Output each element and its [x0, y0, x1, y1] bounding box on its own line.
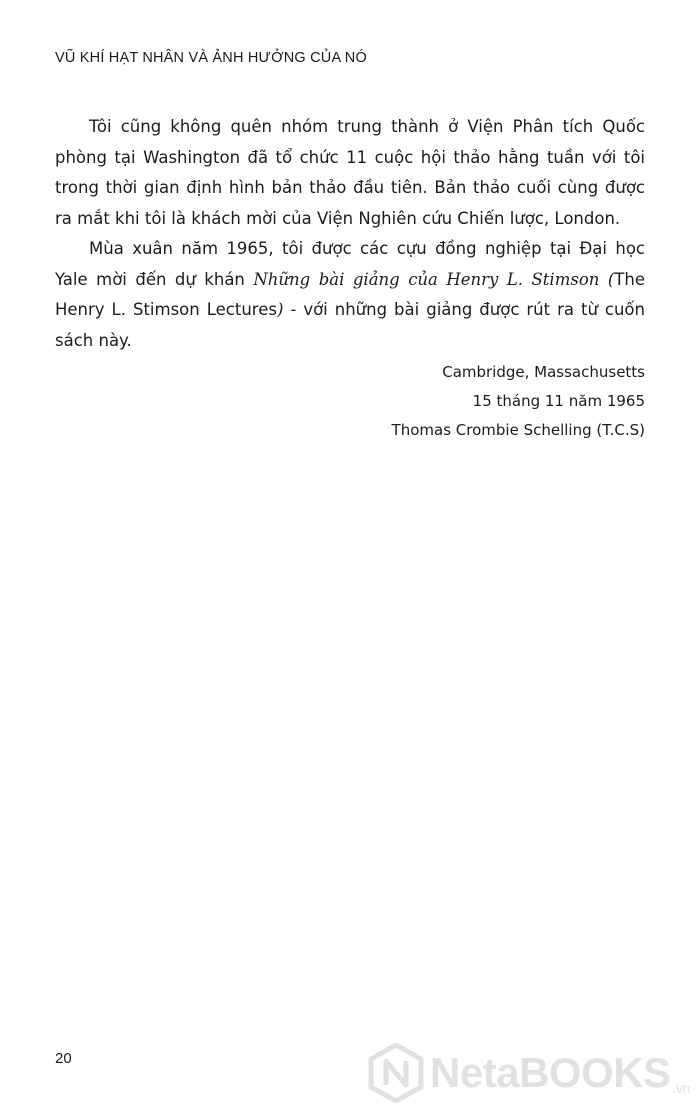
watermark-suffix: .vn: [672, 1080, 690, 1096]
watermark: [368, 1043, 690, 1103]
lecture-title-english: The Henry L. Stimson Lectures: [55, 269, 645, 319]
page-number: 20: [55, 1050, 72, 1067]
signature-author: Thomas Crombie Schelling (T.C.S): [391, 421, 645, 439]
body-text: [55, 112, 645, 356]
paragraph-2-text-b: - với những bài giảng được rút ra từ cuốn sách này.: [55, 300, 645, 350]
lecture-title-italic: Những bài giảng của Henry L. Stimson (: [253, 269, 615, 289]
paragraph-stimson-lectures: [55, 234, 645, 356]
running-head-title: VŨ KHÍ HẠT NHÂN VÀ ẢNH HƯỞNG CỦA NÓ: [55, 50, 367, 66]
watermark-brand: [430, 1049, 690, 1097]
neta-logo-icon: [368, 1043, 424, 1103]
signature-block: [392, 358, 645, 445]
lecture-title-italic-close: ): [276, 300, 284, 319]
paragraph-2-text-a: Mùa xuân năm 1965, tôi được các cựu đồng nghiệp tại Đại học Yale mời đến dự khán: [55, 239, 645, 289]
signature-place: Cambridge, Massachusetts: [442, 363, 645, 381]
watermark-brand-name: NetaBOOKS: [430, 1049, 671, 1096]
paragraph-acknowledgement: Tôi cũng không quên nhóm trung thành ở Viện Phân tích Quốc phòng tại Washington đã tổ chức 11 cuộc hội thảo hằng tuần với tôi trong thời gian định hình bản thảo đầu tiên. Bản thảo cuối cùng được ra mắt khi tôi là khách mời của Viện Nghiên cứu Chiến lược, London.: [55, 117, 645, 228]
signature-date: 15 tháng 11 năm 1965: [472, 392, 645, 410]
